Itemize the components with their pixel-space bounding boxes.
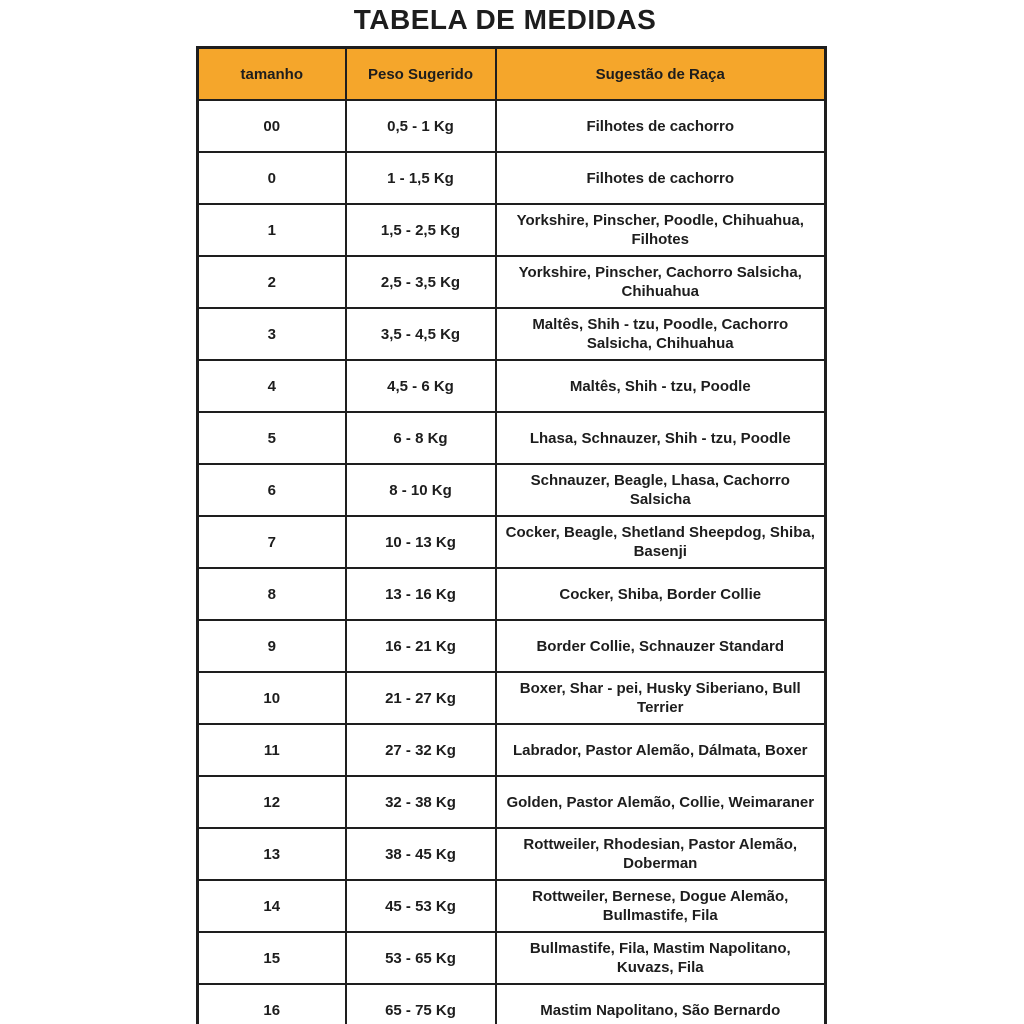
weight-cell: 45 - 53 Kg	[346, 880, 496, 932]
table-row	[198, 880, 826, 932]
size-table	[196, 46, 827, 1024]
size-cell: 12	[198, 776, 346, 828]
breeds-cell: Boxer, Shar - pei, Husky Siberiano, Bull Terrier	[496, 672, 826, 724]
table-row	[198, 516, 826, 568]
breeds-cell: Rottweiler, Rhodesian, Pastor Alemão, Doberman	[496, 828, 826, 880]
table-row	[198, 984, 826, 1024]
breeds-cell: Filhotes de cachorro	[496, 100, 826, 152]
size-cell: 7	[198, 516, 346, 568]
size-cell: 4	[198, 360, 346, 412]
table-row	[198, 724, 826, 776]
weight-cell: 8 - 10 Kg	[346, 464, 496, 516]
size-cell: 8	[198, 568, 346, 620]
weight-cell: 27 - 32 Kg	[346, 724, 496, 776]
table-row	[198, 672, 826, 724]
table-header-row	[198, 48, 826, 101]
size-cell: 9	[198, 620, 346, 672]
size-cell: 2	[198, 256, 346, 308]
weight-cell: 0,5 - 1 Kg	[346, 100, 496, 152]
breeds-cell: Maltês, Shih - tzu, Poodle	[496, 360, 826, 412]
breeds-cell: Border Collie, Schnauzer Standard	[496, 620, 826, 672]
size-cell: 3	[198, 308, 346, 360]
breeds-cell: Cocker, Shiba, Border Collie	[496, 568, 826, 620]
breeds-cell: Lhasa, Schnauzer, Shih - tzu, Poodle	[496, 412, 826, 464]
weight-cell: 65 - 75 Kg	[346, 984, 496, 1024]
table-row	[198, 776, 826, 828]
weight-cell: 32 - 38 Kg	[346, 776, 496, 828]
size-cell: 14	[198, 880, 346, 932]
size-cell: 13	[198, 828, 346, 880]
breeds-cell: Mastim Napolitano, São Bernardo	[496, 984, 826, 1024]
size-cell: 5	[198, 412, 346, 464]
table-row	[198, 464, 826, 516]
breeds-cell: Bullmastife, Fila, Mastim Napolitano, Kuvazs, Fila	[496, 932, 826, 984]
page-title: TABELA DE MEDIDAS	[353, 4, 657, 35]
table-row	[198, 308, 826, 360]
weight-cell: 4,5 - 6 Kg	[346, 360, 496, 412]
breeds-cell: Cocker, Beagle, Shetland Sheepdog, Shiba, Basenji	[496, 516, 826, 568]
table-row	[198, 932, 826, 984]
weight-cell: 3,5 - 4,5 Kg	[346, 308, 496, 360]
breeds-cell: Golden, Pastor Alemão, Collie, Weimaraner	[496, 776, 826, 828]
weight-cell: 2,5 - 3,5 Kg	[346, 256, 496, 308]
weight-cell: 38 - 45 Kg	[346, 828, 496, 880]
size-cell: 6	[198, 464, 346, 516]
table-row	[198, 152, 826, 204]
breeds-cell: Filhotes de cachorro	[496, 152, 826, 204]
table-row	[198, 568, 826, 620]
weight-cell: 13 - 16 Kg	[346, 568, 496, 620]
breeds-cell: Maltês, Shih - tzu, Poodle, Cachorro Salsicha, Chihuahua	[496, 308, 826, 360]
column-header-size: tamanho	[198, 48, 346, 101]
breeds-cell: Labrador, Pastor Alemão, Dálmata, Boxer	[496, 724, 826, 776]
table-row	[198, 204, 826, 256]
size-cell: 15	[198, 932, 346, 984]
weight-cell: 21 - 27 Kg	[346, 672, 496, 724]
size-cell: 11	[198, 724, 346, 776]
table-row	[198, 828, 826, 880]
table-row	[198, 360, 826, 412]
weight-cell: 16 - 21 Kg	[346, 620, 496, 672]
weight-cell: 1,5 - 2,5 Kg	[346, 204, 496, 256]
table-row	[198, 100, 826, 152]
weight-cell: 6 - 8 Kg	[346, 412, 496, 464]
column-header-weight: Peso Sugerido	[346, 48, 496, 101]
size-cell: 00	[198, 100, 346, 152]
breeds-cell: Rottweiler, Bernese, Dogue Alemão, Bullmastife, Fila	[496, 880, 826, 932]
table-row	[198, 256, 826, 308]
breeds-cell: Schnauzer, Beagle, Lhasa, Cachorro Salsicha	[496, 464, 826, 516]
weight-cell: 53 - 65 Kg	[346, 932, 496, 984]
size-cell: 1	[198, 204, 346, 256]
weight-cell: 1 - 1,5 Kg	[346, 152, 496, 204]
table-row	[198, 412, 826, 464]
size-cell: 0	[198, 152, 346, 204]
size-cell: 10	[198, 672, 346, 724]
column-header-breed: Sugestão de Raça	[496, 48, 826, 101]
breeds-cell: Yorkshire, Pinscher, Cachorro Salsicha, Chihuahua	[496, 256, 826, 308]
size-cell: 16	[198, 984, 346, 1024]
weight-cell: 10 - 13 Kg	[346, 516, 496, 568]
table-row	[198, 620, 826, 672]
breeds-cell: Yorkshire, Pinscher, Poodle, Chihuahua, Filhotes	[496, 204, 826, 256]
